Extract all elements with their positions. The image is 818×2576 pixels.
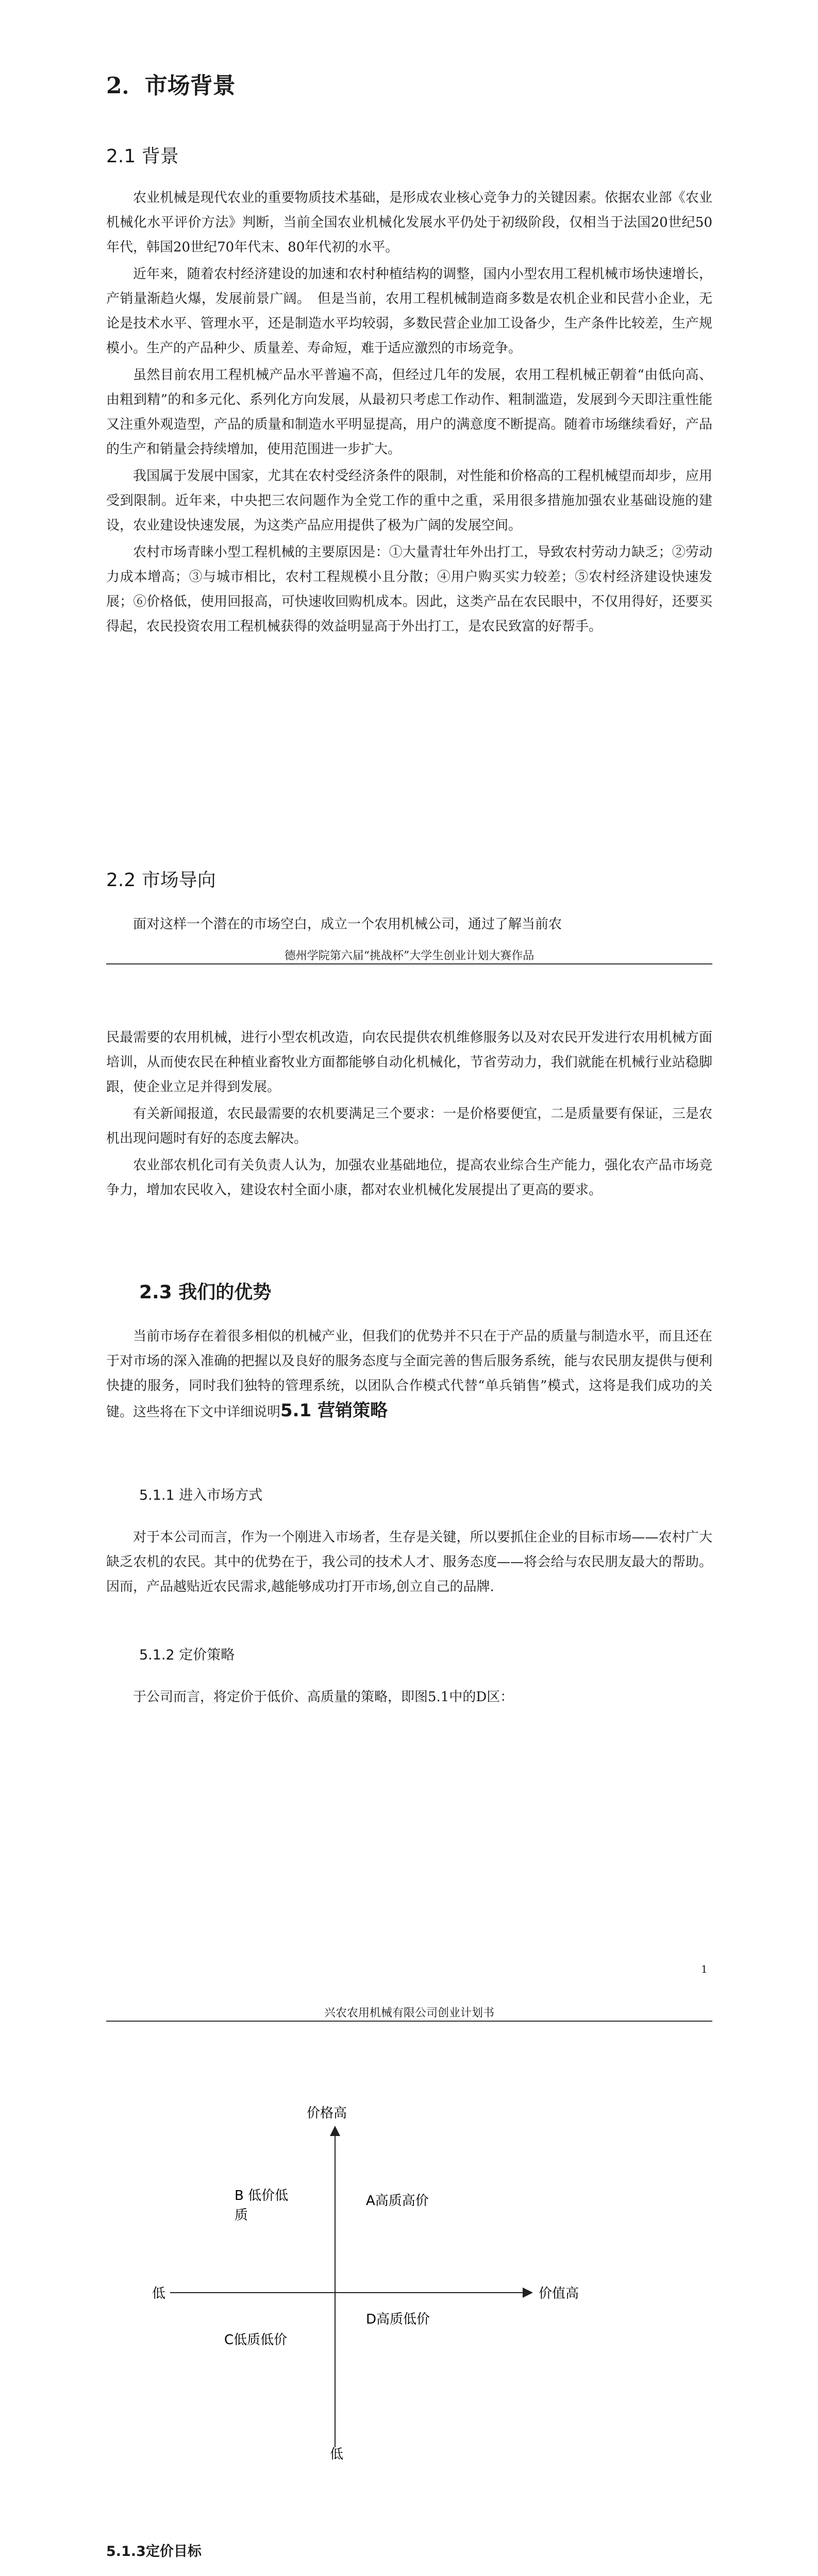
paragraph: 近年来，随着农村经济建设的加速和农村种植结构的调整，国内小型农用工程机械市场快速增长，产销量渐趋火爆，发展前景广阔。 但是当前，农用工程机械制造商多数是农机企业和民营小企业，无论是技术水平、管理水平，还是制造水平均较弱，多数民营企业加工设备少，生产条件比较差，生产规模小。生产的产品种少、质量差、寿命短，难于适应激烈的市场竞争。 xyxy=(106,266,712,356)
running-header: 兴农农用机械有限公司创业计划书 xyxy=(324,2007,494,2020)
inline-heading-5-1: 5.1 营销策略 xyxy=(280,1400,388,1421)
zone-a: A高质高价 xyxy=(366,2193,429,2209)
section-2-2-body xyxy=(106,1025,712,1202)
header-rule xyxy=(106,963,712,964)
label-value-low: 低 xyxy=(152,2286,166,2301)
price-value-matrix xyxy=(103,2092,619,2463)
zone-b: B 低价低 xyxy=(235,2188,289,2204)
section-2-1-body xyxy=(106,185,712,639)
heading-2-1: 2.1 背景 xyxy=(106,146,179,167)
paragraph: 农业部农机化司有关负责人认为，加强农业基础地位，提高农业综合生产能力，强化农产品市场竞争力，增加农民收入，建设农村全面小康，都对农业机械化发展提出了更高的要求。 xyxy=(106,1158,712,1198)
paragraph: 于公司而言，将定价于低价、高质量的策略，即图5.1中的D区： xyxy=(133,1689,514,1705)
heading-2-3: 2.3 我们的优势 xyxy=(139,1282,272,1303)
paragraph: 有关新闻报道，农民最需要的农机要满足三个要求：一是价格要便宜，二是质量要有保证，三是农机出现问题时有好的态度去解决。 xyxy=(106,1106,712,1146)
heading-2-2: 2.2 市场导向 xyxy=(106,870,216,891)
paragraph: 虽然目前农用工程机械产品水平普遍不高，但经过几年的发展，农用工程机械正朝着“由低向高、由粗到精”的和多元化、系列化方向发展，从最初只考虑工作动作、粗制滥造，发展到今天即注重性能又注重外观造型，产品的质量和制造水平明显提高，用户的满意度不断提高。随着市场继续看好，产品的生产和销量会持续增加，使用范围进一步扩大。 xyxy=(106,367,712,457)
paragraph-text: 当前市场存在着很多相似的机械产业，但我们的优势并不只在于产品的质量与制造水平，而且还在于对市场的深入准确的把握以及良好的服务态度与全面完善的售后服务系统，能与农民朋友提供与便利快捷的服务，同时我们独特的管理系统，以团队合作模式代替“单兵销售”模式，这将是我们成功的关键。这些将在下文中详细说明 xyxy=(106,1329,712,1420)
zone-d: D高质低价 xyxy=(366,2312,430,2327)
section-title: 2．市场背景 xyxy=(106,73,236,99)
heading-5-1-1: 5.1.1 进入市场方式 xyxy=(139,1487,263,1503)
label-price-low: 低 xyxy=(330,2447,344,2462)
zone-b-line2: 质 xyxy=(235,2208,248,2223)
label-value-high: 价值高 xyxy=(539,2286,579,2301)
paragraph: 我国属于发展中国家，尤其在农村受经济条件的限制，对性能和价格高的工程机械望而却步，应用受到限制。近年来，中央把三农问题作为全党工作的重中之重，采用很多措施加强农业基础设施的建设，农业建设快速发展，为这类产品应用提供了极为广阔的发展空间。 xyxy=(106,468,712,533)
paragraph xyxy=(106,1324,712,1425)
paragraph: 面对这样一个潜在的市场空白，成立一个农用机械公司，通过了解当前农 xyxy=(133,917,562,932)
label-price-high: 价格高 xyxy=(307,2106,347,2121)
paragraph: 民最需要的农用机械，进行小型农机改造，向农民提供农机维修服务以及对农民开发进行农用机械方面培训，从而使农民在种植业畜牧业方面都能够自动化机械化，节省劳动力，我们就能在机械行业站稳脚跟，使企业立足并得到发展。 xyxy=(106,1030,712,1095)
paragraph: 农村市场青睐小型工程机械的主要原因是：①大量青壮年外出打工，导致农村劳动力缺乏；②劳动力成本增高；③与城市相比，农村工程规模小且分散；④用户购买实力较差；⑤农村经济建设快速发展；⑥价格低，使用回报高，可快速收回购机成本。因此，这类产品在农民眼中，不仅用得好，还要买得起，农民投资农用工程机械获得的效益明显高于外出打工，是农民致富的好帮手。 xyxy=(106,545,712,634)
zone-c: C低质低价 xyxy=(224,2332,288,2348)
paragraph: 农业机械是现代农业的重要物质技术基础，是形成农业核心竞争力的关键因素。依据农业部《农业机械化水平评价方法》判断，当前全国农业机械化发展水平仍处于初级阶段，仅相当于法国20世纪50年代，韩国20世纪70年代末、80年代初的水平。 xyxy=(106,190,712,255)
heading-5-1-2: 5.1.2 定价策略 xyxy=(139,1647,235,1663)
paragraph: 对于本公司而言，作为一个刚进入市场者，生存是关键，所以要抓住企业的目标市场——农村广大缺乏农机的农民。其中的优势在于，我公司的技术人才、服务态度——将会给与农民朋友最大的帮助。因而，产品越贴近农民需求,越能够成功打开市场,创立自己的品牌. xyxy=(106,1530,712,1595)
page-number: 1 xyxy=(701,1963,708,1975)
section-2-3-body xyxy=(106,1324,712,1425)
header-rule xyxy=(106,2021,712,2022)
heading-5-1-3: 5.1.3定价目标 xyxy=(106,2544,202,2560)
running-header: 德州学院第六届“挑战杯”大学生创业计划大赛作品 xyxy=(284,950,535,962)
